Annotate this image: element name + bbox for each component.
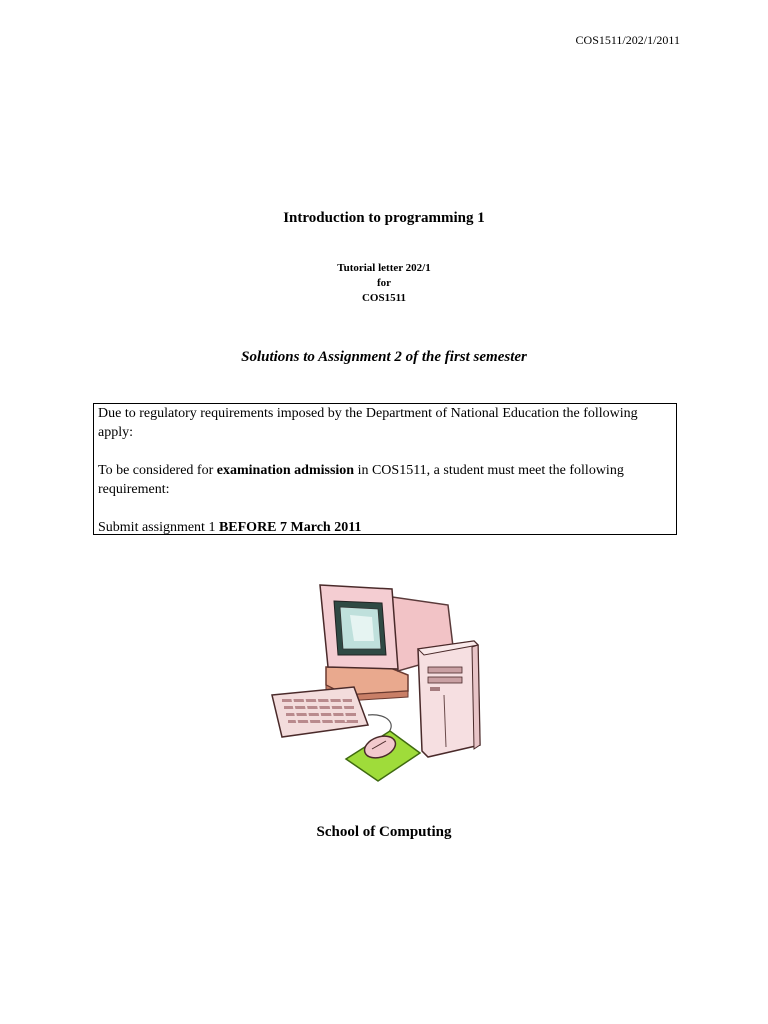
tutorial-course-line: COS1511 <box>361 292 406 304</box>
notice-text: To be considered for <box>98 463 217 478</box>
notice-text: in COS1511, a student must meet the following requirement: <box>98 463 624 497</box>
notice-deadline: BEFORE 7 March 2011 <box>218 520 362 535</box>
tutorial-letter-block <box>0 261 768 306</box>
notice-regulatory-text: Due to regulatory requirements imposed by the Department of National Education the following apply: <box>98 406 638 440</box>
tutorial-letter-line: Tutorial letter 202/1 <box>337 262 431 274</box>
admission-notice-box <box>93 403 677 535</box>
computer-clipart-icon <box>268 575 494 785</box>
notice-paragraph-1 <box>98 404 672 442</box>
document-code: COS1511/202/1/2011 <box>575 33 680 47</box>
document-subtitle: Solutions to Assignment 2 of the first semester <box>241 349 527 365</box>
notice-paragraph-3 <box>98 518 672 537</box>
tutorial-for-line: for <box>376 277 392 289</box>
notice-paragraph-2 <box>98 461 672 499</box>
document-title: Introduction to programming 1 <box>283 210 485 226</box>
notice-bold-text: examination admission <box>216 463 355 478</box>
notice-text: Submit assignment 1 <box>98 520 219 535</box>
school-name: School of Computing <box>316 824 452 840</box>
